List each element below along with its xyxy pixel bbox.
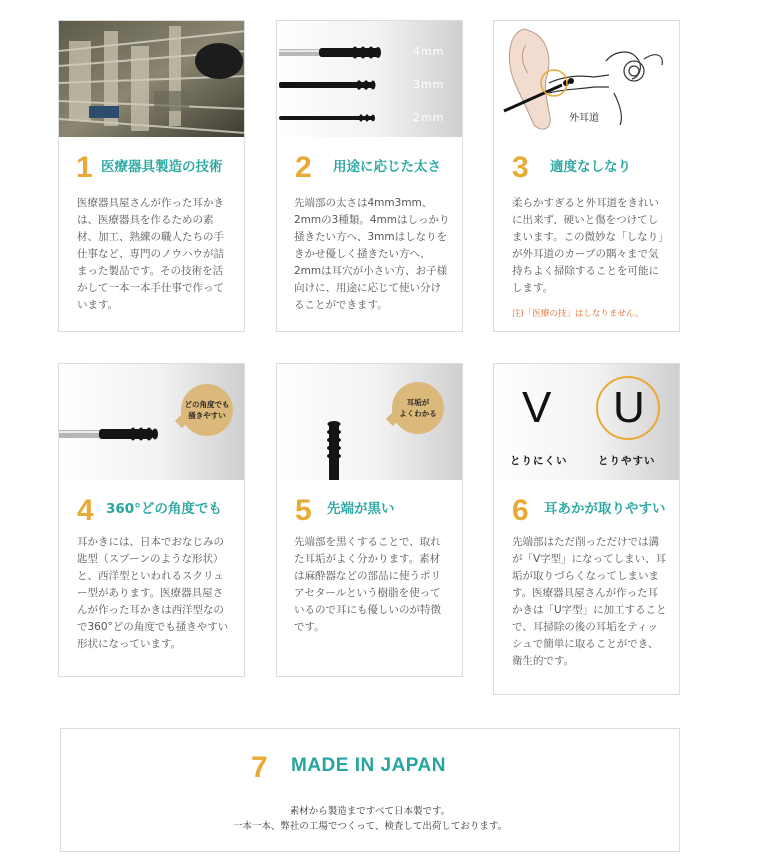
feature-number: 5 — [295, 494, 312, 527]
v-u-groove-image — [494, 364, 679, 480]
feature-title: 適度なしなり — [550, 159, 631, 175]
feature-number: 4 — [77, 494, 94, 527]
feature-number: 1 — [76, 151, 93, 184]
earwax-badge: 耳垢が よくわかる — [392, 382, 444, 434]
feature-number: 3 — [512, 151, 529, 184]
ear-pick-sizes-image — [277, 21, 462, 137]
feature-description: 先端部はただ削っただけでは溝が「V字型」になってしまい、耳垢が取りづらくなってしまいます。医療器具屋さんが作った耳かきは「U字型」に加工することで、耳掃除の後の耳垢をティッシュで簡単に取ることができ、衛生的です。 — [512, 536, 667, 667]
feature-card-2 — [276, 20, 463, 332]
made-in-japan-line-1: 素材から製造まですべて日本製です。 — [289, 806, 451, 817]
feature-description: 柔らかすぎると外耳道をきれいに出来ず、硬いと傷をつけてしまいます。この微妙な「しなり」が外耳道のカーブの隅々まで気持ちよく掃除することを可能にします。 — [512, 197, 664, 294]
feature-card-3 — [493, 20, 680, 332]
made-in-japan-title: MADE IN JAPAN — [291, 755, 446, 776]
v-letter: V — [522, 383, 552, 432]
feature-card-6 — [493, 363, 680, 695]
factory-photo — [59, 21, 244, 137]
size-label-2mm: 2mm — [413, 111, 445, 124]
ear-canal-diagram — [494, 21, 679, 137]
feature-number: 2 — [295, 151, 312, 184]
v-caption: とりにくい — [510, 455, 568, 467]
feature-description: 耳かきには、日本でおなじみの匙型（スプーンのような形状）と、西洋型といわれるスクリュー型があります。医療器具屋さんが作った耳かきは西洋型なので360°どの角度でも掻きやすい形状になっています。 — [77, 536, 229, 650]
ear-canal-label: 外耳道 — [569, 113, 599, 124]
u-letter: U — [613, 383, 645, 432]
feature-title: 耳あかが取りやすい — [544, 501, 666, 517]
feature-title: 先端が黒い — [327, 501, 395, 517]
size-label-3mm: 3mm — [413, 78, 445, 91]
u-caption: とりやすい — [598, 455, 656, 467]
size-label-4mm: 4mm — [413, 45, 445, 58]
made-in-japan-line-2: 一本一本、弊社の工場でつくって、検査して出荷しております。 — [232, 821, 508, 832]
screw-tip-image — [59, 364, 244, 480]
made-in-japan-card — [60, 728, 680, 852]
feature-card-4 — [58, 363, 245, 677]
feature-title: 用途に応じた太さ — [333, 159, 441, 175]
feature-card-5 — [276, 363, 463, 677]
angle-badge: どの角度でも 掻きやすい — [181, 384, 233, 436]
feature-description: 医療器具屋さんが作った耳かきは、医療器具を作るための素材、加工、熟練の職人たちの手仕事など、専門のノウハウが詰まった製品です。その技術を活かして一本一本手仕事で作っています。 — [77, 197, 224, 311]
feature-description: 先端部の太さは4mm3mm、2mmの3種類。4mmはしっかり掻きたい方へ、3mmはしなりをきかせ優しく掻きたい方へ、2mmは耳穴が小さい方、お子様向けに、用途に応じて使い分けることができます。 — [294, 197, 450, 311]
feature-note: 注)「医療の技」はしなりません。 — [512, 309, 644, 319]
feature-card-1 — [58, 20, 245, 332]
feature-description: 先端部を黒くすることで、取れた耳垢がよく分かります。素材は麻酔器などの部品に使うポリアセタールという樹脂を使っているので耳にも優しいのが特徴です。 — [294, 536, 441, 633]
black-tip-image — [277, 364, 462, 480]
feature-number: 6 — [512, 494, 529, 527]
feature-title: 360°どの角度でも — [106, 501, 222, 517]
feature-number: 7 — [251, 751, 268, 784]
feature-title: 医療器具製造の技術 — [101, 159, 223, 175]
